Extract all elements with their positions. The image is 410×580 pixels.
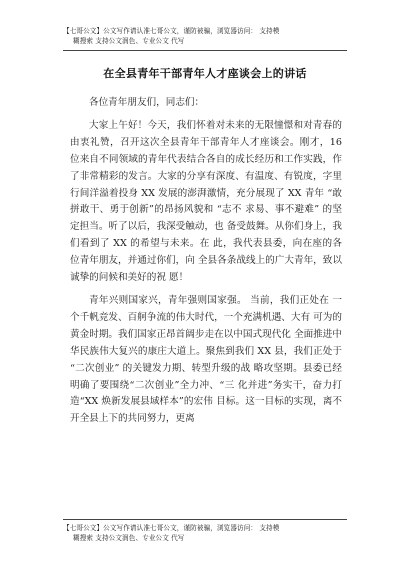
paragraph-youth: 青年兴则国家兴，青年强则国家强。 当前，我们正处在 一个千帆竞发、百舸争流的伟大时代，一个充满机遇、大有 可为的黄金时期。我们国家正昂首阔步走在以中国式现代化 全面推进中华民族伟大复兴的康庄大道上。聚焦到我们 XX 县，我们正处于 “二次创业” 的关键发力期、转型升级的战 略攻坚期。县委已经明确了要围绕“二次创业”全力冲、“三 化并进”务实干，奋力打造“XX 焕新发展县域样本”的宏伟 目标。这一目标的实现，离不开全县上下的共同努力，更离: [70, 294, 342, 425]
footer-notice: [63, 523, 363, 543]
footer-notice-line-1: 【七哥公文】公文写作请认准七哥公文，谨防被骗，浏览器访问： 支持模: [63, 524, 280, 532]
header-notice-line-2: 糊搜索 支持公文润色、专业公文 代写: [73, 37, 185, 45]
document-body: [70, 95, 342, 428]
footer-notice-line-2: 糊搜索 支持公文润色、专业公文 代写: [73, 534, 185, 542]
salutation: 各位青年朋友们，同志们：: [89, 97, 205, 108]
paragraph-opening: 大家上午好！今天，我们怀着对未来的无限憧憬和对青春的由衷礼赞，召开这次全县青年干部青年人才座谈会。刚才，16 位来自不同领域的青年代表结合各自的成长经历和工作实践，作了非常精彩的发言。大家的分享有深度、有温度、有锐度，字里行间洋溢着投身 XX 发展的澎湃激情，充分展现了 XX 青年 “敢拼敢干、勇于创新”的昂扬风貌和 “志不 求易、事不避难” 的坚定担当。听了以后，我深受触动，也 备受鼓舞。从你们身上，我们看到了 XX 的希望与未来。在 此，我代表县委，向在座的各位青年朋友，并通过你们，向 全县各条战线上的广大青年，致以诚挚的问候和美好的祝 愿！: [70, 119, 342, 284]
document-title: 在全县青年干部青年人才座谈会上的讲话: [103, 67, 307, 80]
header-divider: [63, 50, 347, 51]
header-notice-line-1: 【七哥公文】公文写作请认准七哥公文，谨防被骗，浏览器访问： 支持模: [63, 27, 280, 35]
header-notice: [63, 26, 363, 46]
footer-divider: [63, 519, 347, 520]
